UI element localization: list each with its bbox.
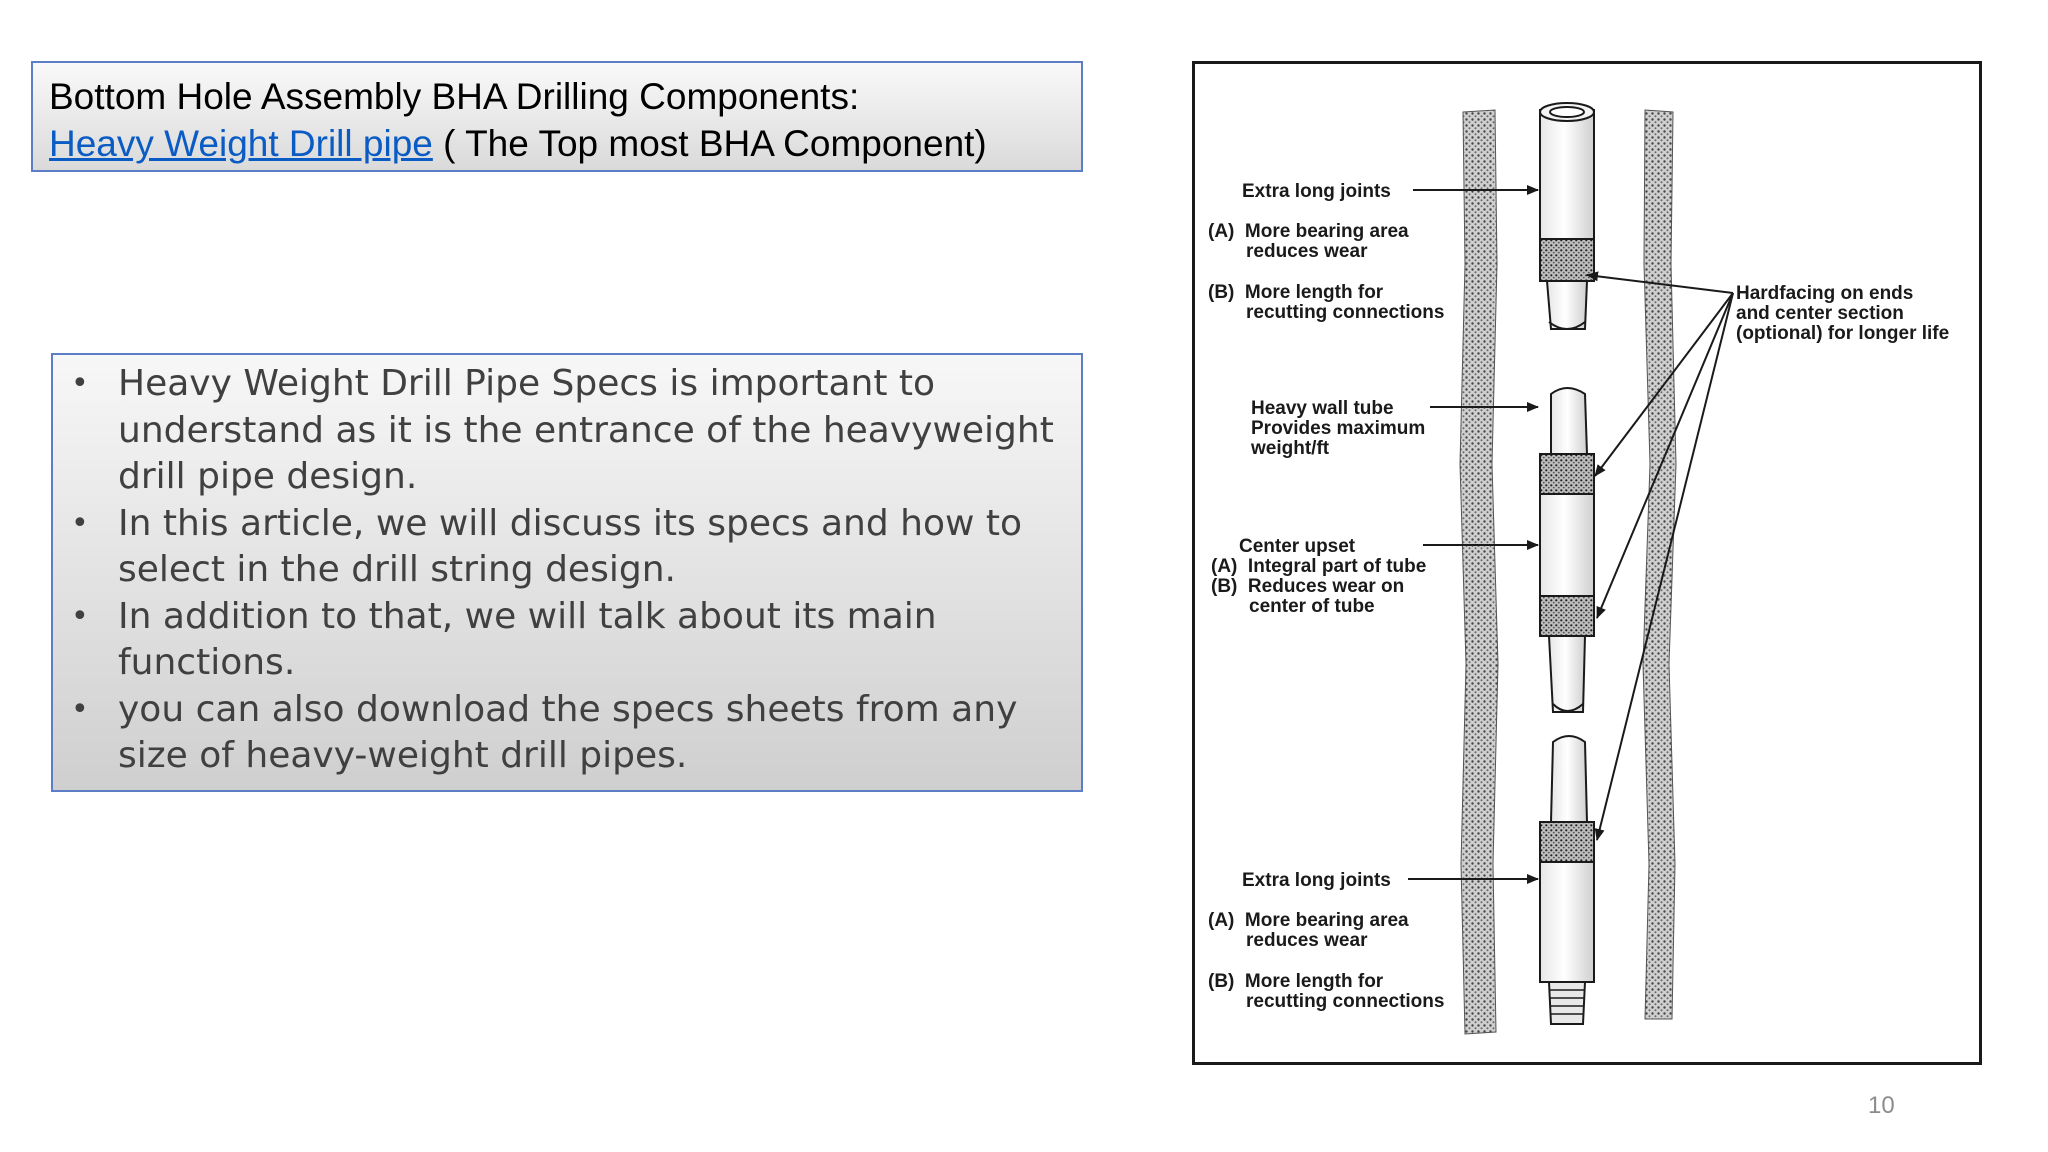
label-top-joints: Extra long joints [1242,181,1391,202]
slide-title-line2 [49,120,1067,167]
label-top-b1: (B) More length for [1208,282,1384,303]
top-joint [1540,103,1594,329]
label-heavy1: Heavy wall tube [1251,398,1394,419]
bullet-text: In this article, we will discuss its specs and how to select in the drill string design. [118,502,1023,590]
bullet-list-box [51,353,1083,792]
label-bot-a1: (A) More bearing area [1208,910,1409,931]
slide-title-line1: Bottom Hole Assembly BHA Drilling Components: [49,76,860,117]
bullet-item [67,361,1069,501]
label-top-a2: reduces wear [1246,241,1368,262]
label-bot-b1: (B) More length for [1208,971,1384,992]
bullet-text: In addition to that, we will talk about its main functions. [118,595,937,683]
bullet-list [67,361,1069,780]
hwdp-diagram [1192,61,1982,1065]
label-hardfacing2: and center section [1736,303,1904,324]
label-heavy3: weight/ft [1251,438,1330,459]
bullet-item [67,501,1069,594]
label-top-a1: (A) More bearing area [1208,221,1409,242]
hwdp-diagram-svg [1195,64,1979,1062]
middle-joint [1540,388,1594,712]
label-bot-a2: reduces wear [1246,930,1368,951]
bullet-item [67,687,1069,780]
label-top-b2: recutting connections [1246,302,1445,323]
label-center4: center of tube [1249,596,1375,617]
page-number: 10 [1868,1092,1895,1119]
bullet-dot: • [71,505,89,541]
label-hardfacing1: Hardfacing on ends [1736,283,1914,304]
label-center1: Center upset [1239,536,1356,557]
bullet-dot: • [71,598,89,634]
bottom-joint [1540,736,1594,1024]
bullet-text: Heavy Weight Drill Pipe Specs is important to understand as it is the entrance of the heavyweight drill pipe design. [118,363,1054,497]
label-center2: (A) Integral part of tube [1211,556,1427,577]
label-center3: (B) Reduces wear on [1211,576,1405,597]
borehole-wall-right [1643,110,1676,1019]
bullet-dot: • [71,366,89,401]
bullet-dot: • [71,691,89,727]
heavy-weight-drill-pipe-link[interactable]: Heavy Weight Drill pipe [49,123,433,164]
label-hardfacing3: (optional) for longer life [1736,323,1950,344]
bullet-text: you can also download the specs sheets from any size of heavy-weight drill pipes. [118,688,1018,776]
slide-title-box [31,61,1083,172]
bullet-item [67,594,1069,687]
label-heavy2: Provides maximum [1251,418,1426,439]
label-bot-joints: Extra long joints [1242,870,1391,891]
label-bot-b2: recutting connections [1246,991,1445,1012]
borehole-wall-left [1460,110,1498,1034]
slide-title-line2-rest: ( The Top most BHA Component) [432,123,987,164]
